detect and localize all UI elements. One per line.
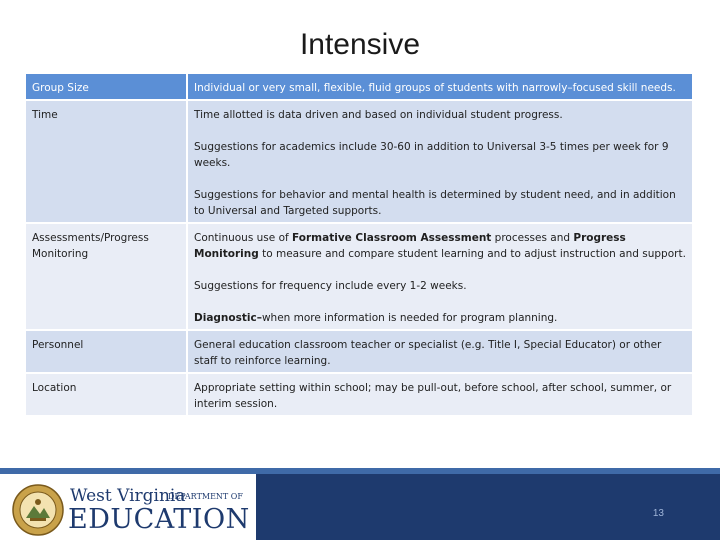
- row-content: [187, 223, 693, 330]
- state-seal-icon: [12, 484, 64, 536]
- row-paragraph: Individual or very small, flexible, fluid groups of students with narrowly–focused skill needs.: [194, 82, 676, 94]
- row-label: Personnel: [25, 330, 187, 373]
- slide-title: Intensive: [299, 28, 421, 61]
- table-row: [25, 330, 693, 373]
- intensive-table: [24, 72, 694, 417]
- page-number: 13: [652, 508, 664, 519]
- row-paragraph: Suggestions for academics include 30-60 in addition to Universal 3-5 times per week for 9 weeks.: [194, 141, 669, 169]
- logo-dept-text: DEPARTMENT OF: [168, 492, 243, 501]
- row-paragraph: Suggestions for behavior and mental health is determined by student need, and in addition to Universal and Targeted supports.: [194, 189, 676, 217]
- row-content: [187, 100, 693, 223]
- row-paragraph: [194, 310, 686, 326]
- row-content: [187, 330, 693, 373]
- text-run: to measure and compare student learning and to adjust instruction and support.: [258, 248, 686, 260]
- logo-state-name: West Virginia: [70, 486, 186, 506]
- row-paragraph: Time allotted is data driven and based on individual student progress.: [194, 109, 563, 121]
- wv-education-logo: [0, 474, 256, 540]
- table-row: [25, 73, 693, 100]
- table-row: [25, 100, 693, 223]
- row-label: Location: [25, 373, 187, 416]
- row-paragraph: Suggestions for frequency include every 1-2 weeks.: [194, 280, 467, 292]
- bold-term: Formative Classroom Assessment: [292, 232, 492, 244]
- text-run: processes and: [491, 232, 574, 244]
- row-paragraph: General education classroom teacher or specialist (e.g. Title I, Special Educator) or other staff to reinforce learning.: [194, 339, 662, 367]
- row-label: Group Size: [25, 73, 187, 100]
- row-label: Time: [25, 100, 187, 223]
- row-paragraph: [194, 230, 686, 262]
- row-content: [187, 373, 693, 416]
- table-row: [25, 373, 693, 416]
- text-run: when more information is needed for program planning.: [261, 312, 558, 324]
- row-paragraph: Appropriate setting within school; may be pull-out, before school, after school, summer, or interim session.: [194, 382, 672, 410]
- logo-education-text: EDUCATION: [68, 504, 250, 535]
- row-content: [187, 73, 693, 100]
- text-run: Continuous use of: [194, 232, 293, 244]
- bold-term: Progress Monitoring: [194, 232, 626, 260]
- bold-term: Diagnostic–: [194, 312, 262, 324]
- table-row: [25, 223, 693, 330]
- row-label: Assessments/Progress Monitoring: [25, 223, 187, 330]
- footer-bar: [0, 468, 720, 540]
